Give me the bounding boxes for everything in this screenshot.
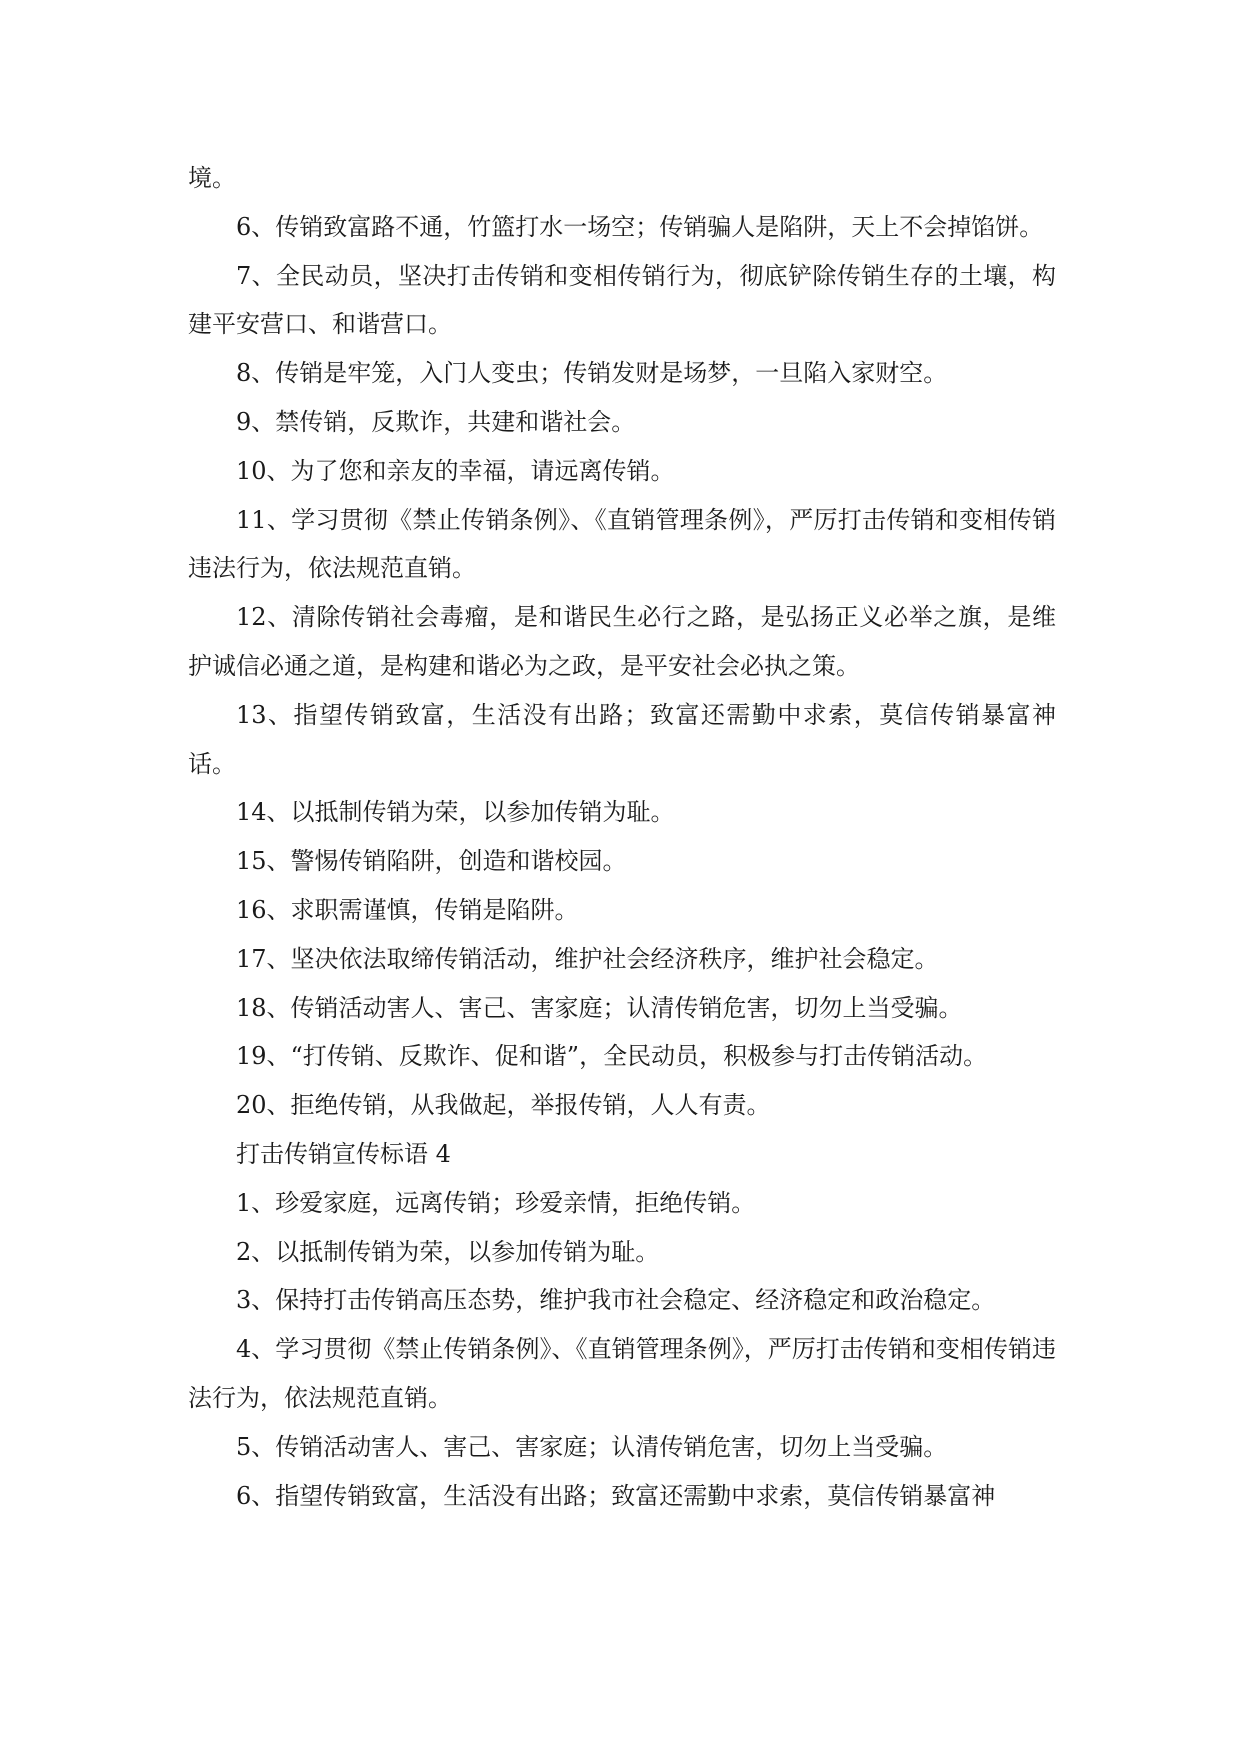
paragraph: 6、传销致富路不通，竹篮打水一场空；传销骗人是陷阱，天上不会掉馅饼。 [236, 212, 1044, 241]
paragraph: 6、指望传销致富，生活没有出路；致富还需勤中求索，莫信传销暴富神 [236, 1481, 996, 1510]
paragraph: 1、珍爱家庭，远离传销；珍爱亲情，拒绝传销。 [236, 1188, 756, 1217]
paragraph: 境。 [188, 164, 236, 192]
paragraph: 7、全民动员，坚决打击传销和变相传销行为，彻底铲除传销生存的土壤，构建平安营口、和谐营口。 [188, 261, 1056, 339]
paragraph: 16、求职需谨慎，传销是陷阱。 [236, 895, 579, 924]
document-body [188, 154, 1056, 1520]
paragraph: 10、为了您和亲友的幸福，请远离传销。 [236, 456, 675, 485]
paragraph: 14、以抵制传销为荣，以参加传销为耻。 [236, 798, 675, 827]
paragraph: 17、坚决依法取缔传销活动，维护社会经济秩序，维护社会稳定。 [236, 944, 939, 973]
paragraph: 5、传销活动害人、害己、害家庭；认清传销危害，切勿上当受骗。 [236, 1432, 948, 1461]
paragraph: 3、保持打击传销高压态势，维护我市社会稳定、经济稳定和政治稳定。 [236, 1286, 996, 1315]
paragraph: 12、清除传销社会毒瘤，是和谐民生必行之路，是弘扬正义必举之旗，是维护诚信必通之道，是构建和谐必为之政，是平安社会必执之策。 [188, 603, 1056, 680]
paragraph: 15、警惕传销陷阱，创造和谐校园。 [236, 847, 627, 876]
paragraph: 4、学习贯彻《禁止传销条例》、《直销管理条例》，严厉打击传销和变相传销违法行为，依法规范直销。 [188, 1335, 1056, 1412]
paragraph: 8、传销是牢笼，入门人变虫；传销发财是场梦，一旦陷入家财空。 [236, 359, 948, 388]
paragraph: 2、以抵制传销为荣，以参加传销为耻。 [236, 1237, 660, 1266]
paragraph: 13、指望传销致富，生活没有出路；致富还需勤中求索，莫信传销暴富神话。 [188, 700, 1056, 778]
paragraph: 20、拒绝传销，从我做起，举报传销，人人有责。 [236, 1091, 771, 1120]
paragraph: 19、“打传销、反欺诈、促和谐”，全民动员，积极参与打击传销活动。 [236, 1042, 988, 1071]
paragraph: 18、传销活动害人、害己、害家庭；认清传销危害，切勿上当受骗。 [236, 993, 963, 1022]
paragraph: 打击传销宣传标语 4 [236, 1139, 451, 1168]
paragraph: 11、学习贯彻《禁止传销条例》、《直销管理条例》，严厉打击传销和变相传销违法行为，依法规范直销。 [188, 505, 1056, 583]
paragraph: 9、禁传销，反欺诈，共建和谐社会。 [236, 407, 636, 436]
